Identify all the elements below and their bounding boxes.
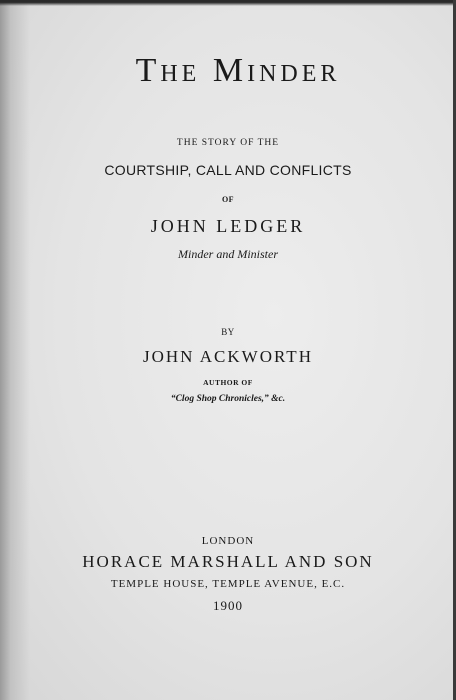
author-of-label: AUTHOR OF — [203, 378, 253, 387]
subtitle-of: OF — [221, 195, 235, 204]
publication-year: 1900 — [213, 598, 243, 613]
character-name: JOHN LEDGER — [150, 216, 306, 236]
author-name: JOHN ACKWORTH — [143, 347, 313, 366]
subtitle-line-1: THE STORY OF THE — [176, 138, 280, 148]
publisher-name: HORACE MARSHALL AND SON — [82, 552, 374, 571]
publication-place: LONDON — [201, 535, 255, 547]
previous-work: “Clog Shop Chronicles,” &c. — [170, 394, 286, 404]
publisher-address: TEMPLE HOUSE, TEMPLE AVENUE, E.C. — [110, 578, 346, 590]
subtitle-line-2: COURTSHIP, CALL AND CONFLICTS — [104, 162, 352, 178]
by-label: BY — [221, 327, 235, 337]
page-top-edge — [0, 0, 456, 6]
book-title: The Minder — [135, 52, 341, 89]
character-role: Minder and Minister — [178, 247, 278, 261]
